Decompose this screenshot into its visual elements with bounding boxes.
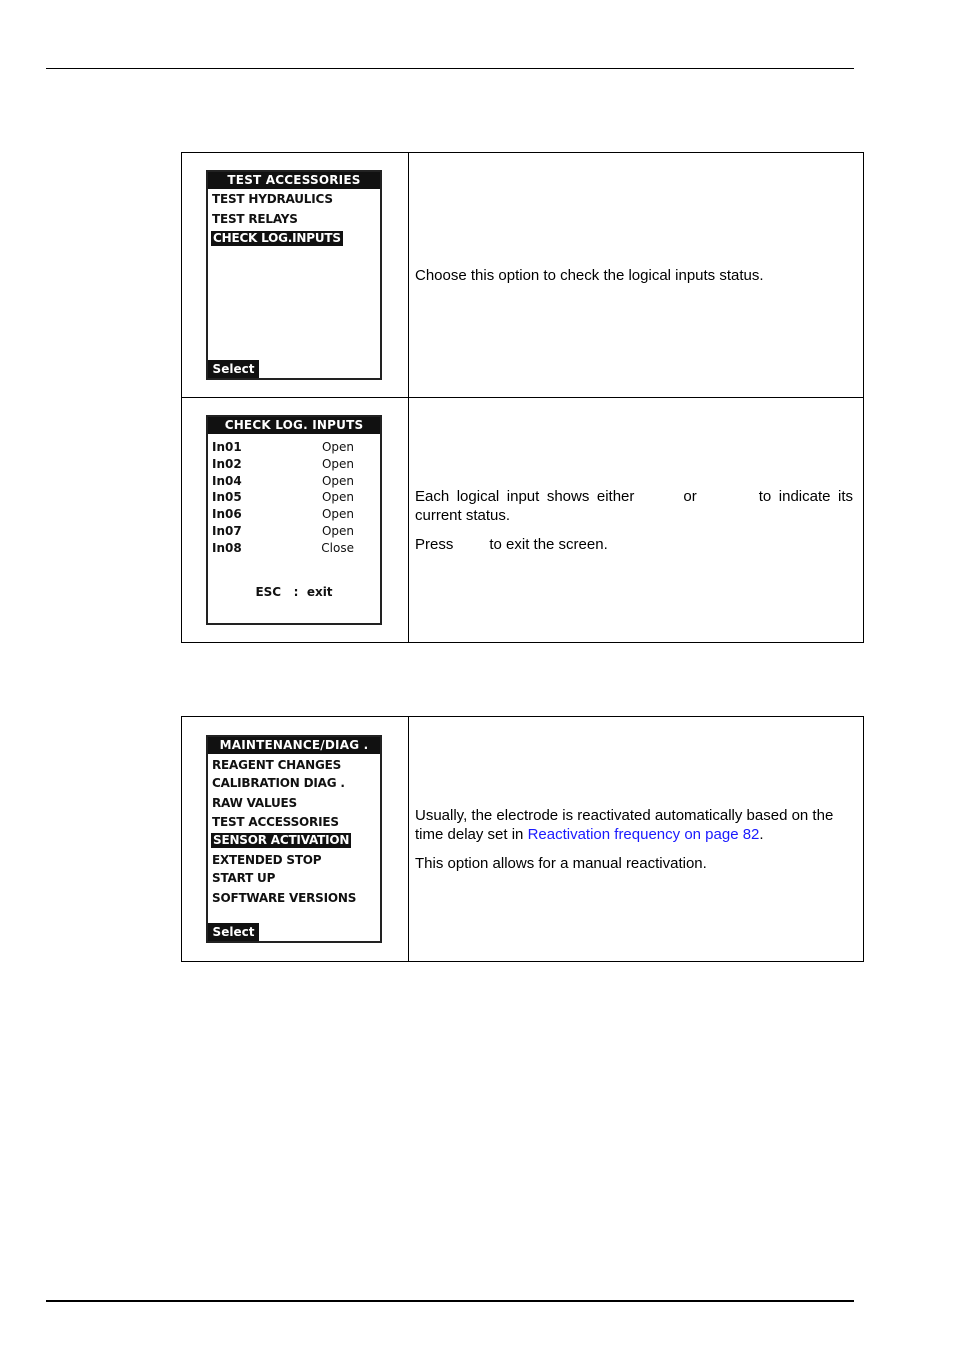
input-state: Open: [321, 490, 354, 504]
table-row: [182, 717, 864, 962]
reactivation-frequency-link[interactable]: Reactivation frequency on page 82: [527, 825, 760, 843]
input-state: Open: [321, 474, 354, 488]
menu-item-raw-values: RAW VALUES: [212, 796, 297, 810]
input-name: In01: [212, 440, 242, 454]
test-accessories-screen: [206, 170, 382, 380]
menu-item-extended-stop: EXTENDED STOP: [212, 853, 322, 867]
table-row: [182, 398, 864, 643]
footer-rule: [46, 1300, 854, 1302]
press-instruction: [415, 535, 853, 554]
screen-cell: [182, 153, 409, 398]
input-row: [212, 456, 354, 472]
esc-key-label: ESC: [255, 585, 282, 599]
input-row: [212, 489, 354, 505]
screen-title: TEST ACCESSORIES: [208, 172, 380, 189]
description-part: to indicate its current status.: [415, 487, 853, 524]
description-cell: [409, 717, 864, 962]
menu-item-reagent-changes: REAGENT CHANGES: [212, 758, 342, 772]
input-name: In06: [212, 507, 242, 521]
menu-item-calibration-diag: CALIBRATION DIAG .: [212, 776, 345, 790]
input-name: In05: [212, 490, 242, 504]
screen-cell: [182, 398, 409, 643]
sensor-activation-table: [181, 716, 864, 962]
description-cell: [409, 398, 864, 643]
description-part: or: [683, 487, 697, 505]
menu-item-software-versions: SOFTWARE VERSIONS: [212, 891, 357, 905]
description-text: [415, 806, 853, 844]
screen-title: MAINTENANCE/DIAG .: [208, 737, 380, 754]
input-name: In08: [212, 541, 242, 555]
menu-item-check-log-inputs: CHECK LOG.INPUTS: [213, 231, 341, 245]
input-row: [212, 506, 354, 522]
input-row: [212, 473, 354, 489]
input-state: Open: [321, 457, 354, 471]
esc-hint: [208, 585, 380, 599]
screen-title: CHECK LOG. INPUTS: [208, 417, 380, 434]
input-name: In07: [212, 524, 242, 538]
select-softkey: Select: [208, 360, 259, 378]
input-row: [212, 439, 354, 455]
menu-item-start-up: START UP: [212, 871, 276, 885]
screen-cell: [182, 717, 409, 962]
press-label: Press: [415, 535, 454, 553]
menu-item-sensor-activation: SENSOR ACTIVATION: [213, 833, 350, 847]
menu-item-test-hydraulics: TEST HYDRAULICS: [212, 192, 333, 206]
description-part: Each logical input shows either: [415, 487, 635, 505]
press-text: to exit the screen.: [489, 535, 608, 553]
maintenance-diag-screen: [206, 735, 382, 943]
input-row: [212, 540, 354, 556]
description-text: [415, 487, 853, 525]
check-log-inputs-screen: [206, 415, 382, 625]
test-accessories-table: [181, 152, 864, 643]
description-part: Usually, the electrode is reactivated automatically based on the time delay set in: [415, 806, 834, 843]
menu-item-test-accessories: TEST ACCESSORIES: [212, 815, 339, 829]
input-state: Close: [321, 541, 354, 555]
esc-separator: :: [293, 585, 299, 599]
input-name: In04: [212, 474, 242, 488]
description-text: Choose this option to check the logical inputs status.: [415, 266, 764, 284]
input-state: Open: [321, 524, 354, 538]
input-name: In02: [212, 457, 242, 471]
select-softkey: Select: [208, 923, 259, 941]
table-row: [182, 153, 864, 398]
input-state: Open: [321, 507, 354, 521]
header-rule: [46, 68, 854, 69]
description-cell: [409, 153, 864, 398]
esc-action-label: exit: [306, 585, 333, 599]
description-part: .: [759, 825, 764, 843]
input-state: Open: [321, 440, 354, 454]
description-text: This option allows for a manual reactivation.: [415, 854, 707, 872]
menu-item-test-relays: TEST RELAYS: [212, 212, 298, 226]
input-row: [212, 523, 354, 539]
